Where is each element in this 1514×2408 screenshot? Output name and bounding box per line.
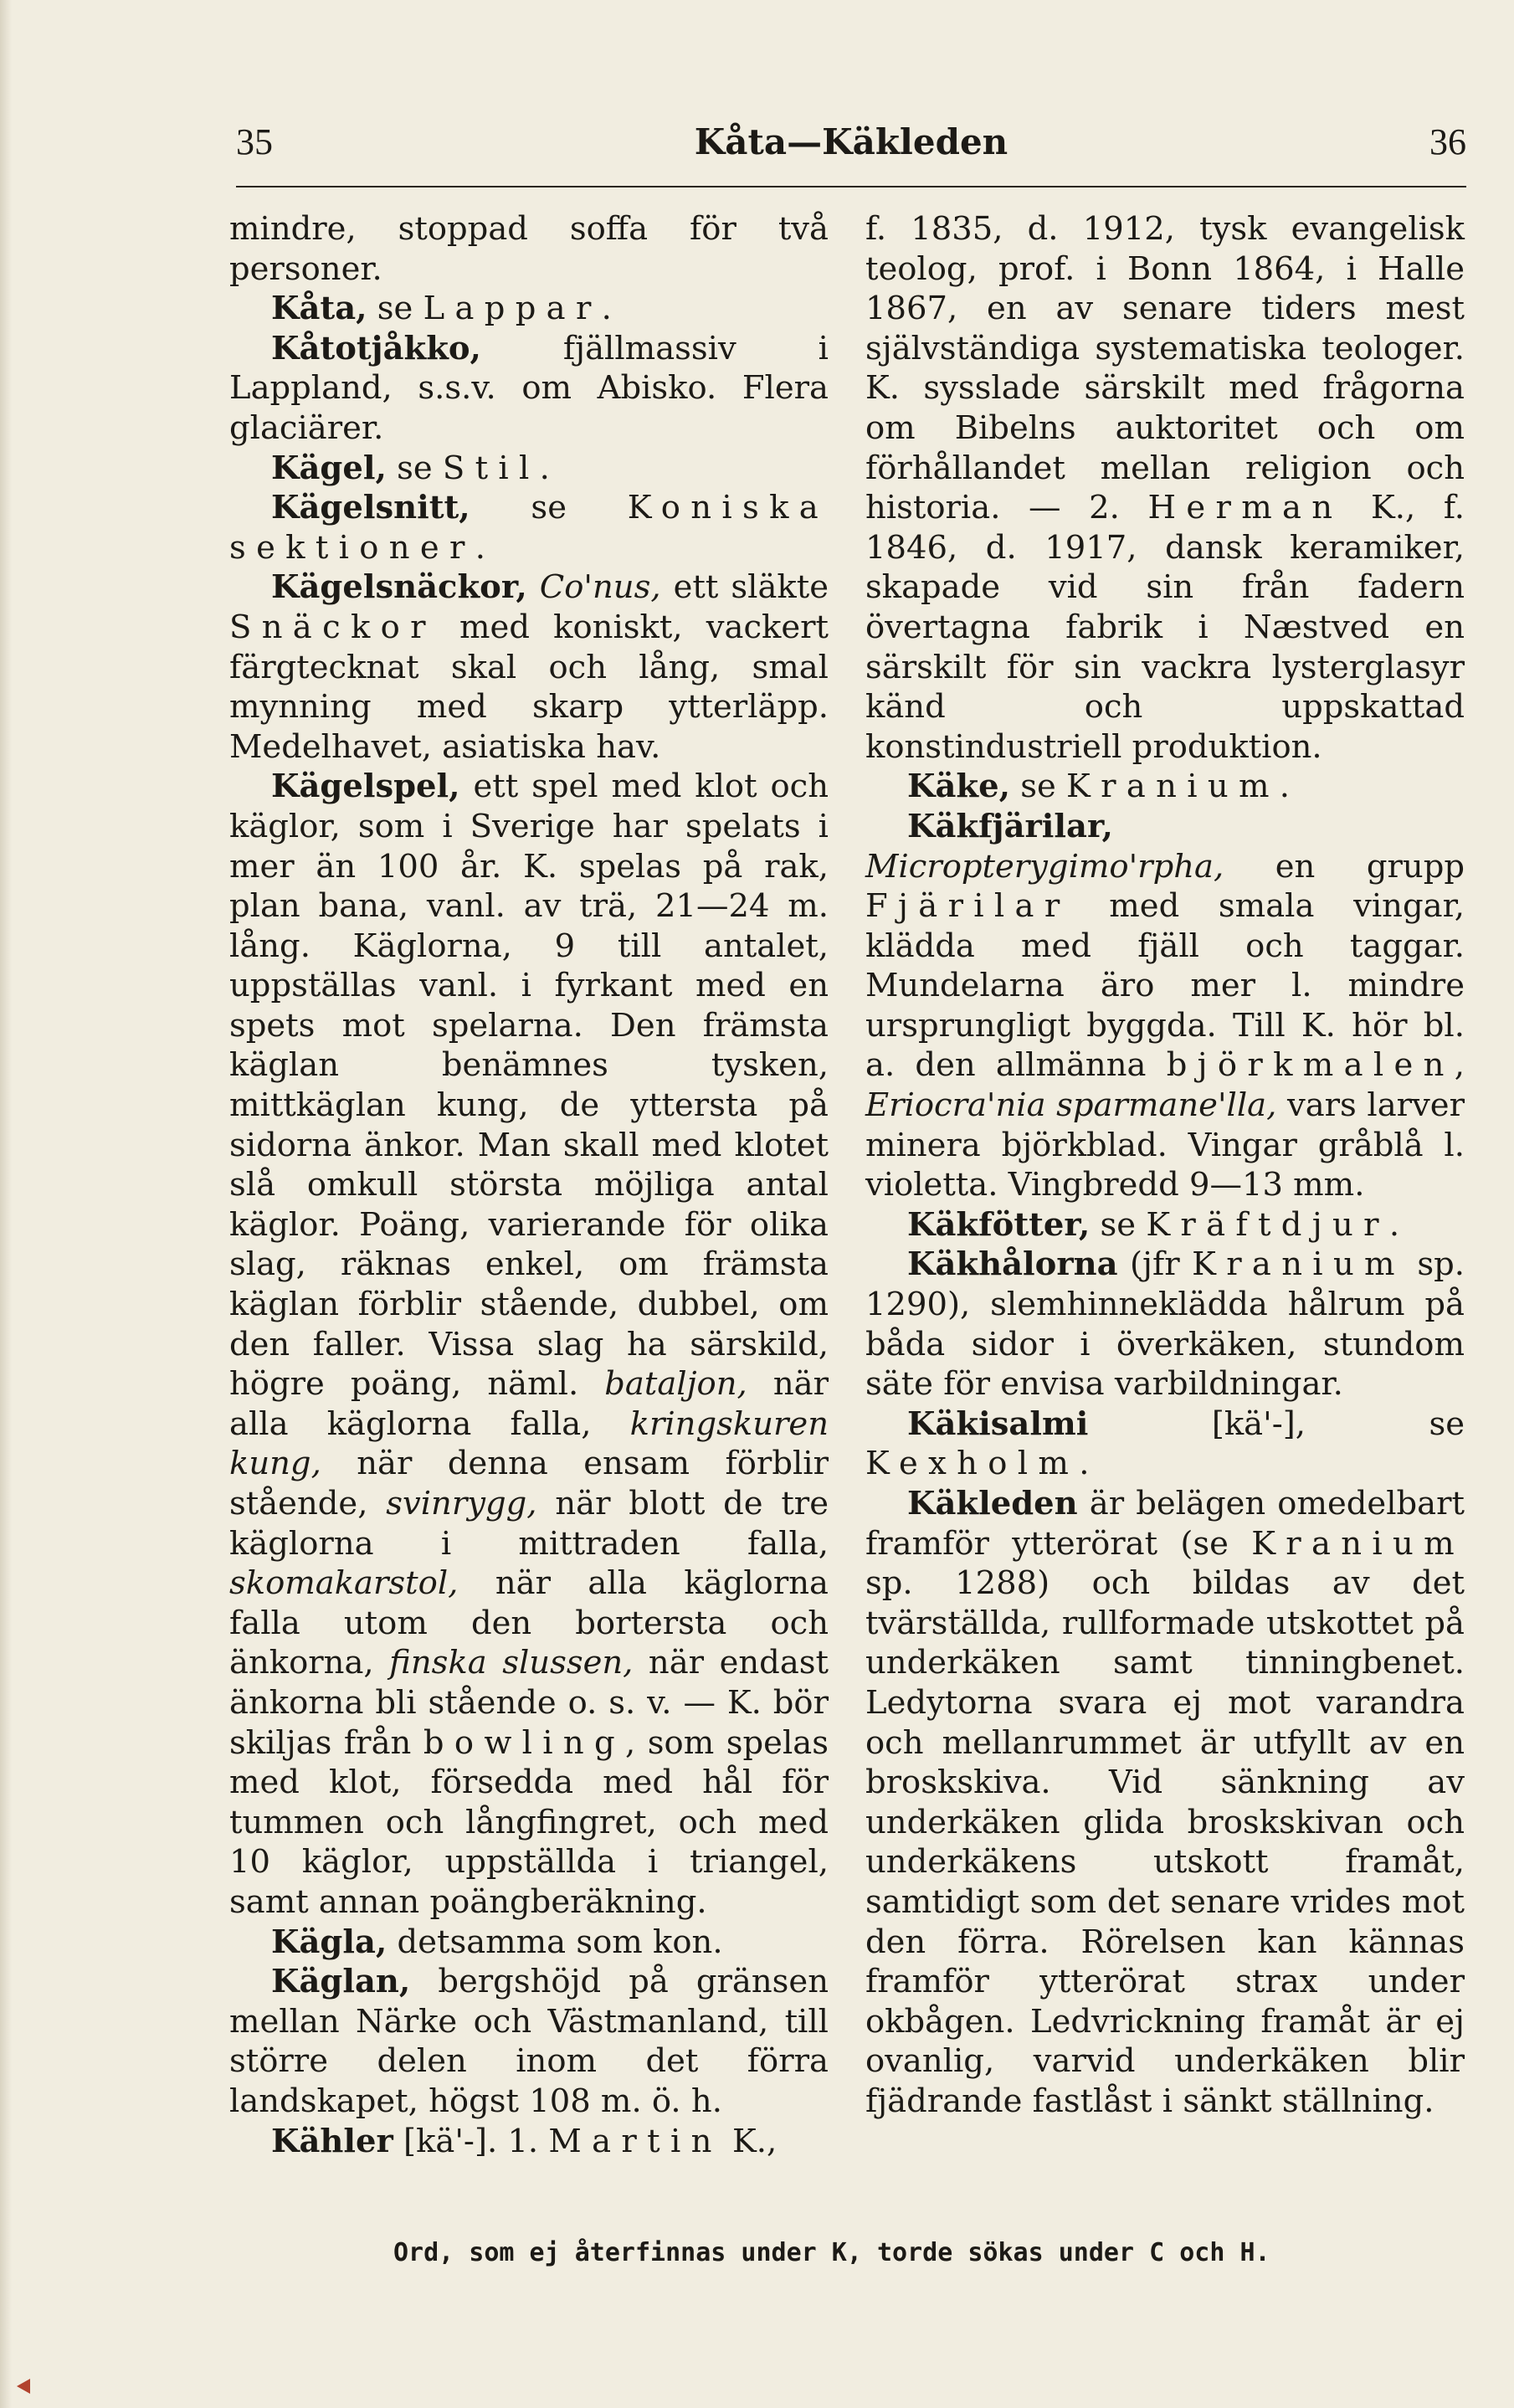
entry-katotjakko — [229, 329, 829, 449]
latin-name: Co'nus, — [539, 568, 661, 607]
entry-text: K., f. 1846, d. 1917, dansk keramiker, skapade vid sin från fadern övertagna fabrik i Næstved en särskilt för sin vackra lysterglasyr känd och uppskattad konstindustriell produktion. — [865, 489, 1465, 766]
cross-reference: bowling — [423, 1723, 625, 1762]
entry-kahler — [229, 2122, 829, 2162]
entry-kakisalmi — [865, 1404, 1465, 1484]
latin-name: Micropterygimo'rpha, — [865, 847, 1224, 886]
entry-text: f. 1835, d. 1912, tysk evangelisk teolog, prof. i Bonn 1864, i Halle 1867, en av senare tiders mest självständiga systematiska teologer. K. sysslade särskilt med frågorna om Bibelns auktoritet och om förhållandet mellan religion och historia. — 2. — [865, 210, 1465, 527]
term: skomakarstol, — [229, 1564, 459, 1603]
entry-text: [kä'-], se — [1088, 1404, 1465, 1443]
left-column — [229, 209, 829, 2161]
entry-text — [527, 568, 540, 606]
page-number-left: 35 — [236, 121, 273, 162]
headword: Käkfjärilar, — [907, 807, 1113, 845]
headword: Kägla, — [271, 1923, 387, 1961]
headword: Kägelspel, — [271, 768, 460, 806]
entry-kakhalorna — [865, 1245, 1465, 1404]
right-column — [865, 209, 1465, 2122]
page-number-right: 36 — [1429, 121, 1466, 162]
entry-text: se — [386, 449, 443, 487]
entry-text: sp. 1288) och bildas av det tvärställda, rullformade utskottet på underkäken samt tinningbenet. Ledytorna svara ej mot varandra och mellanrummet är utfyllt av en broskskiva. Vid sänkning av underkäken glida broskskivan och underkäkens utskott framåt, samtidigt som det senare vrides mot den förra. Rörelsen kan kännas framför ytterörat strax under okbågen. Ledvrickning framåt är ej ovanlig, varvid underkäken blir fjädrande fastlåst i sänkt ställning. — [865, 1564, 1465, 2120]
headword: Kägelsnitt, — [271, 489, 470, 527]
headword: Kåta, — [271, 290, 367, 328]
entry-kagel — [229, 449, 829, 489]
entry-text: . — [539, 449, 550, 487]
entry-text: när alla käglorna falla utom den bortersta och änkorna, — [229, 1564, 829, 1682]
entry-text: en grupp — [1224, 847, 1465, 886]
entry-text: med koniskt, vackert färgtecknat skal och lång, smal mynning med skarp ytterläpp. Medelhavet, asiatiska hav. — [229, 608, 829, 766]
headword: Kägel, — [271, 449, 387, 487]
entry-text: ett släkte — [660, 568, 829, 607]
term: bataljon, — [604, 1365, 747, 1404]
entry-text: . — [601, 290, 612, 328]
entry-text: (jfr — [1117, 1245, 1193, 1284]
latin-name: Eriocra'nia sparmane'lla, — [865, 1086, 1277, 1125]
headword: Käkisalmi — [907, 1404, 1089, 1443]
entry-text: . — [1279, 768, 1291, 806]
cross-reference: Kranium — [1066, 768, 1280, 806]
entry-text: fjällmassiv i Lappland, s.s.v. om Abisko. Flera glaciärer. — [229, 329, 829, 447]
entry-text: när blott de tre käglorna i mittraden falla, — [229, 1485, 829, 1563]
entry-continuation — [865, 209, 1465, 767]
entry-text: [kä'-]. 1. — [393, 2122, 549, 2160]
cross-reference: Kranium — [1251, 1524, 1465, 1563]
entry-text: med smala vingar, klädda med fjäll och taggar. Mundelarna äro mer l. mindre ursprungligt byggda. Till K. hör bl. a. den allmänna — [865, 887, 1465, 1085]
headword: Käkfötter, — [907, 1205, 1091, 1244]
cross-reference: Kranium — [1192, 1245, 1405, 1284]
headword: Kähler — [271, 2122, 393, 2160]
cross-reference: Lappar — [423, 290, 602, 328]
page-title: Kåta—Käkleden — [694, 121, 1008, 162]
page-edge — [0, 0, 12, 2408]
entry-text: se — [1009, 768, 1067, 806]
cross-reference: Stil — [442, 449, 540, 487]
entry-kagelspel — [229, 767, 829, 1922]
entry-text: se — [1090, 1205, 1147, 1244]
headword: Käkleden — [907, 1485, 1078, 1522]
entry-text: K., — [721, 2122, 778, 2160]
cross-reference: björkmalen — [1166, 1046, 1455, 1085]
term: finska slussen, — [389, 1644, 634, 1682]
cross-reference: Herman — [1147, 489, 1343, 527]
entry-kakfotter — [865, 1205, 1465, 1245]
running-head — [236, 117, 1466, 176]
entry-text: sp. 1290), slemhinneklädda hålrum på båda sidor i överkäken, stundom säte för envisa varbildningar. — [865, 1245, 1465, 1404]
entry-text: vars larver minera björkblad. Vingar gråblå l. violetta. Vingbredd 9—13 mm. — [865, 1086, 1465, 1204]
entry-continuation: mindre, stoppad soffa för två personer. — [229, 210, 829, 288]
cross-reference: Fjärilar — [865, 887, 1070, 926]
header-rule — [236, 186, 1466, 187]
headword: Käglan, — [271, 1963, 411, 2001]
entry-text: bergshöjd på gränsen mellan Närke och Västmanland, till större delen inom det förra landskapet, högst 108 m. ö. h. — [229, 1963, 829, 2120]
headword: Käkhålorna — [907, 1245, 1118, 1284]
headword: Kägelsnäckor, — [271, 568, 527, 607]
entry-text: , — [1454, 1046, 1465, 1085]
term: kringskuren kung, — [229, 1404, 829, 1483]
entry-kagelsnitt — [229, 488, 829, 567]
entry-kagla — [229, 1923, 829, 1963]
entry-text: detsamma som kon. — [387, 1923, 723, 1961]
footer-note: Ord, som ej återfinnas under K, torde sökas under C och H. — [393, 2238, 1270, 2267]
entry-kakleden — [865, 1484, 1465, 2122]
entry-text: . — [475, 528, 485, 567]
entry-text: se — [367, 290, 423, 328]
entry-text: , som spelas med klot, försedda med hål för tummen och långfingret, och med 10 käglor, uppställda i triangel, samt annan poängberäkning. — [229, 1723, 829, 1921]
entry-text: är belägen omedelbart framför ytterörat (se — [865, 1485, 1465, 1563]
entry-kaglan — [229, 1962, 829, 2121]
entry-text: när endast änkorna bli stående o. s. v. — K. bör skiljas från — [229, 1644, 829, 1762]
entry-kake — [865, 767, 1465, 807]
entry-kata — [229, 289, 829, 329]
entry-text: se — [470, 489, 628, 527]
cross-reference: Kexholm — [865, 1445, 1080, 1483]
entry-text: när alla käglorna falla, — [229, 1365, 829, 1443]
headword: Käke, — [907, 768, 1010, 806]
entry-text: när denna ensam förblir stående, — [229, 1445, 829, 1522]
entry-kagelsnackor — [229, 567, 829, 767]
entry-text: ett spel med klot och käglor, som i Sverige har spelats i mer än 100 år. K. spelas på rak, plan bana, vanl. av trä, 21—24 m. lång. Käglorna, 9 till antalet, uppställas vanl. i fyrkant med en spets mot spelarna. Den främsta käglan benämnes tysken, mittkäglan kung, de yttersta på sidorna änkor. Man skall med klotet slå omkull största möjliga antal käglor. Poäng, varierande för olika slag, räknas enkel, om främsta käglan förblir stående, dubbel, om den faller. Vissa slag ha särskild, högre poäng, näml. — [229, 768, 829, 1404]
entry-kakfjarilar — [865, 807, 1465, 1205]
cross-reference: Martin — [548, 2122, 722, 2160]
margin-arrow-icon — [17, 2379, 30, 2394]
cross-reference: Kräftdjur — [1146, 1205, 1389, 1244]
headword: Kåtotjåkko, — [271, 329, 481, 367]
cross-reference: Koniska sektioner — [229, 489, 829, 567]
term: svinrygg, — [386, 1485, 537, 1522]
entry-text: . — [1079, 1445, 1090, 1483]
cross-reference: Snäckor — [229, 608, 436, 646]
entry-text: . — [1388, 1205, 1400, 1244]
